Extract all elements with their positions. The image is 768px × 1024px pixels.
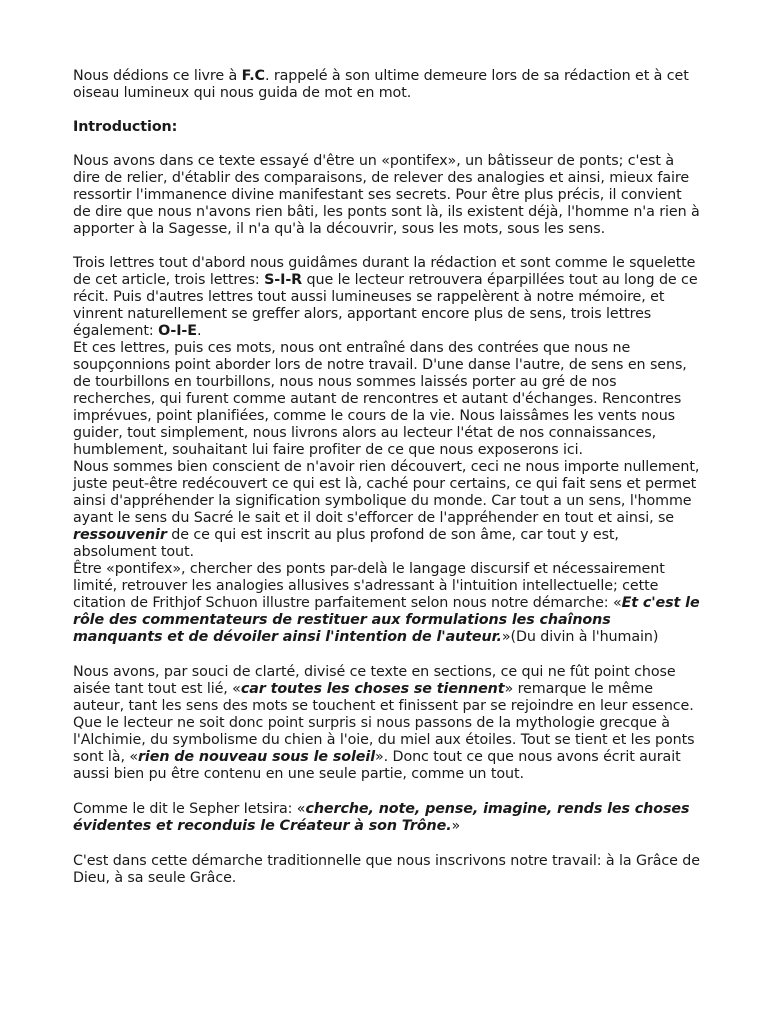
para6-text-end: ». Donc tout ce que nous avons écrit aurait aussi bien pu être contenu en une seule partie, comme un tout.: [73, 749, 681, 782]
dedication-paragraph: [73, 68, 703, 102]
dedication-text-end: . rappelé à son ultime demeure lors de sa rédaction et à cet oiseau lumineux qui nous guida de mot en mot.: [73, 68, 689, 101]
para4-text: Nous sommes bien conscient de n'avoir rien découvert, ceci ne nous importe nullement, juste peut-être redécouvert ce qui est là, caché pour certains, ce qui fait sens et permet ainsi d'appréhender la signification symbolique du monde. Car tout a un sens, l'homme ayant le sens du Sacré le sait et il doit s'efforcer de l'appréhender en tout et ainsi, se: [73, 459, 700, 526]
paragraph-closing: C'est dans cette démarche traditionnelle que nous inscrivons notre travail: à la Grâce de Dieu, à sa seule Grâce.: [73, 853, 700, 886]
para7-text-end: »: [451, 818, 461, 834]
letters-sir: S-I-R: [264, 272, 303, 288]
para6-text: Nous avons, par souci de clarté, divisé ce texte en sections, ce qui ne fût point chose aisée tant tout est lié, «: [73, 664, 676, 697]
dedication-initials: F.C: [241, 68, 265, 84]
para2-text: Trois lettres tout d'abord nous guidâmes durant la rédaction et sont comme le squelette de cet article, trois lettres:: [73, 255, 696, 288]
schuon-quote: Et c'est le rôle des commentateurs de restituer aux formulations les chaînons manquants et de dévoiler ainsi l'intention de l'auteur.: [73, 595, 700, 645]
section-heading: Introduction:: [73, 119, 178, 135]
para5-text: Être «pontifex», chercher des ponts par-delà le langage discursif et nécessairement limité, retrouver les analogies allusives s'adressant à l'intuition intellectuelle; cette citation de Frithjof Schuon illustre parfaitement selon nous notre démarche: «: [73, 561, 665, 611]
letters-oie: O-I-E: [158, 323, 197, 339]
dedication-text: Nous dédions ce livre à: [73, 68, 242, 84]
paragraph-three-letters: [73, 255, 703, 340]
emphasis-ressouvenir: ressouvenir: [73, 527, 167, 543]
para5-text-end: »(Du divin à l'humain): [501, 629, 659, 645]
quote-choses-se-tiennent: car toutes les choses se tiennent: [240, 681, 505, 697]
paragraph-sepher-ietsira: [73, 801, 703, 835]
sepher-quote: cherche, note, pense, imagine, rends les choses évidentes et reconduis le Créateur à son Trône.: [73, 801, 690, 834]
paragraph-schuon: [73, 561, 703, 646]
paragraph-letters-words: Et ces lettres, puis ces mots, nous ont entraîné dans des contrées que nous ne soupçonnions point aborder lors de notre travail. D'une danse l'autre, de sens en sens, de tourbillons en tourbillons, nous nous sommes laissés porter au gré de nos recherches, qui furent comme autant de rencontres et autant d'échanges. Rencontres imprévues, point planifiées, comme le cours de la vie. Nous laissâmes les vents nous guider, tout simplement, nous livrons alors au lecteur l'état de nos connaissances, humblement, souhaitant lui faire profiter de ce que nous exposerons ici.: [73, 340, 687, 458]
document-page: [73, 68, 703, 887]
paragraph-conscious: [73, 459, 703, 561]
para4-text-end: de ce qui est inscrit au plus profond de son âme, car tout y est, absolument tout.: [73, 527, 619, 560]
para6-text-mid: » remarque le même auteur, tant les sens des mots se touchent et finissent par se rejoindre en leur essence. Que le lecteur ne soit donc point surpris si nous passons de la mythologie grecque à l'Alchimie, du symbolisme du chien à l'oie, du miel aux étoiles. Tout se tient et les ponts sont là, «: [73, 681, 695, 765]
quote-rien-de-nouveau: rien de nouveau sous le soleil: [137, 749, 375, 765]
para2-text-end: .: [196, 323, 202, 339]
para2-text-mid: que le lecteur retrouvera éparpillées tout au long de ce récit. Puis d'autres lettres tout aussi lumineuses se rappelèrent à notre mémoire, et vinrent naturellement se greffer alors, apportant encore plus de sens, trois lettres également:: [73, 272, 698, 339]
paragraph-sections: [73, 664, 703, 783]
paragraph-pontifex: Nous avons dans ce texte essayé d'être un «pontifex», un bâtisseur de ponts; c'est à dire de relier, d'établir des comparaisons, de relever des analogies et ainsi, mieux faire ressortir l'immanence divine manifestant ses secrets. Pour être plus précis, il convient de dire que nous n'avons rien bâti, les ponts sont là, ils existent déjà, l'homme n'a rien à apporter à la Sagesse, il n'a qu'à la découvrir, sous les mots, sous les sens.: [73, 153, 700, 237]
para7-text: Comme le dit le Sepher Ietsira: «: [73, 801, 306, 817]
